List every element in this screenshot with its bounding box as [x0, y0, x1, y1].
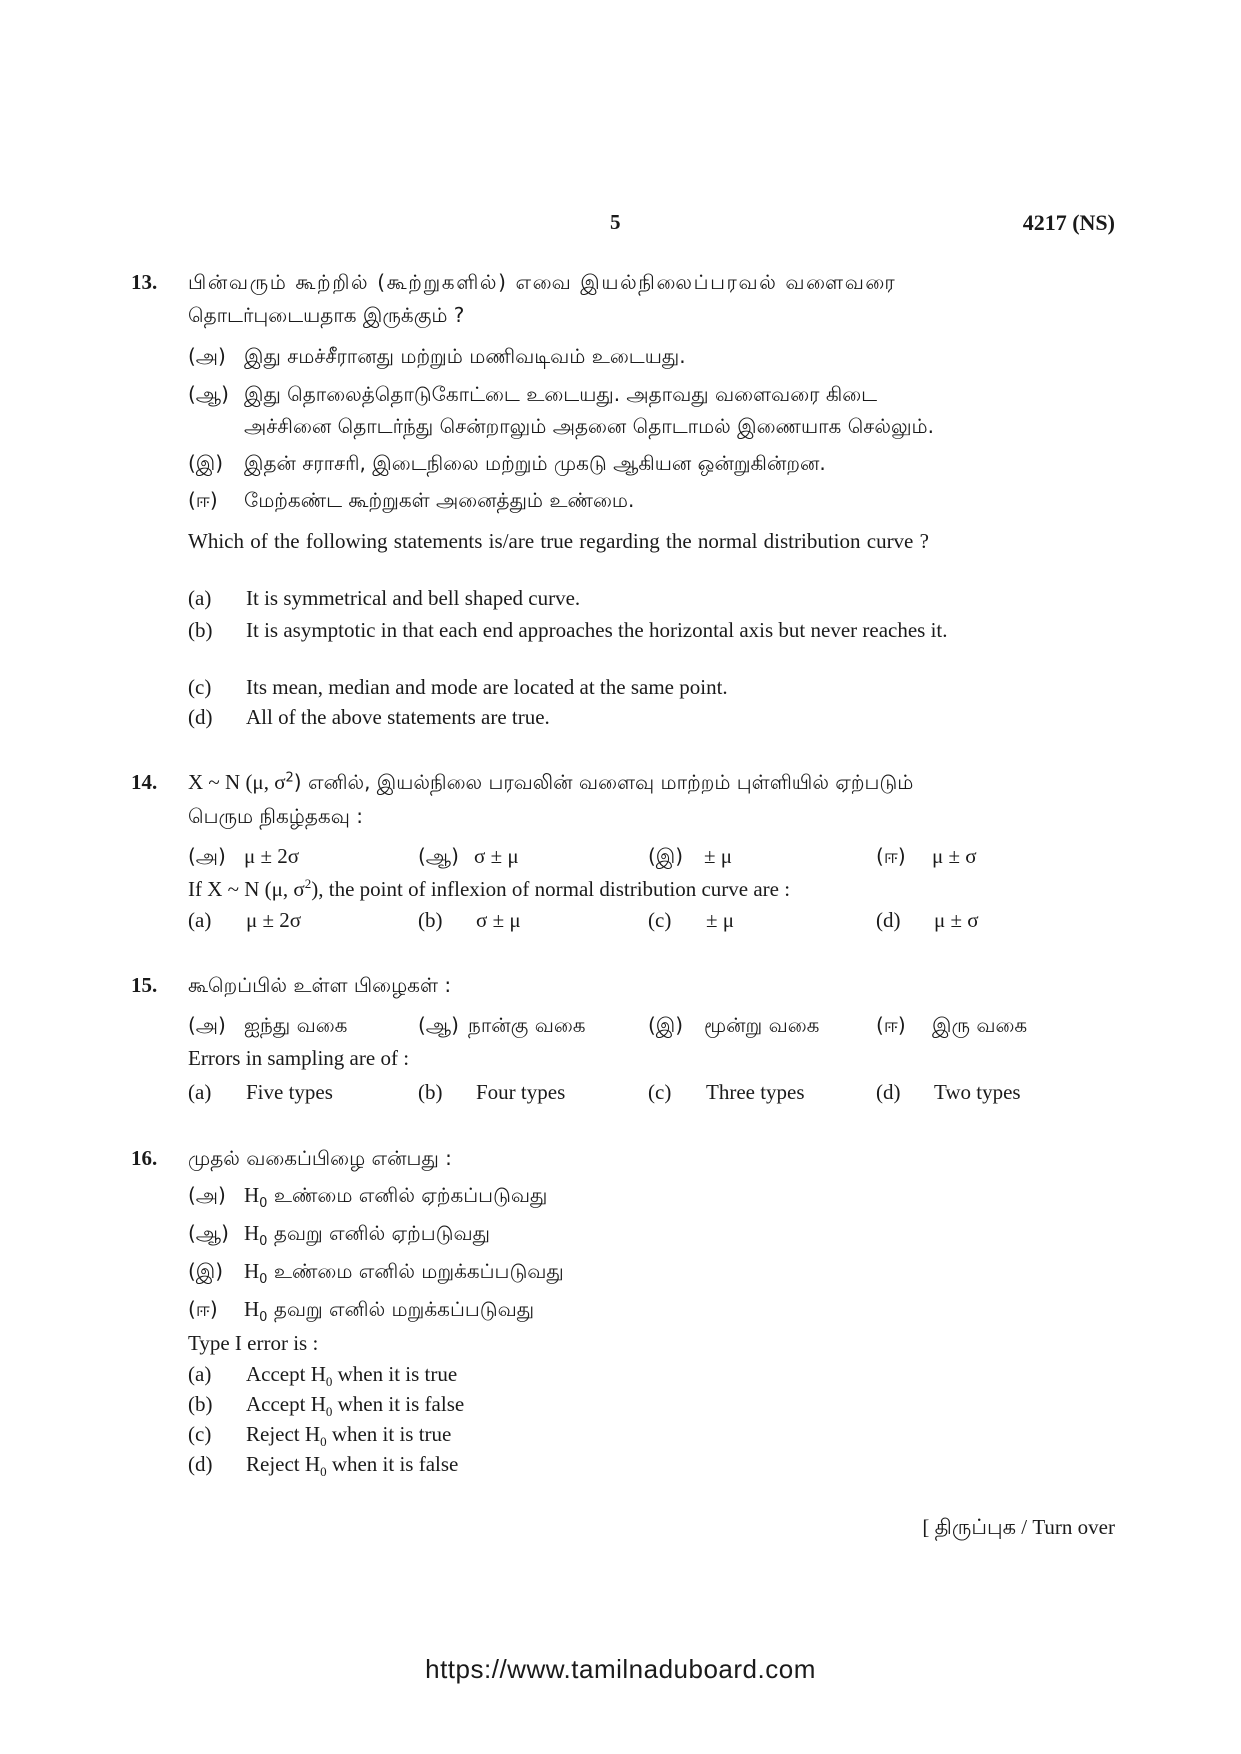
subscript: 0 [259, 1272, 268, 1287]
tamil-option [876, 844, 977, 871]
option-tag: (a) [188, 908, 212, 932]
option-tag: (ஆ) [418, 844, 459, 868]
option-text: இரு வகை [932, 1013, 1028, 1037]
tamil-option [188, 1013, 347, 1040]
paper-code: 4217 (NS) [1022, 210, 1115, 235]
option-text: தவறு எனில் ஏற்படுவது [273, 1221, 490, 1245]
option-text: when it is true [331, 1422, 452, 1446]
option-tag: (c) [188, 1422, 212, 1446]
option-text: when it is false [331, 1452, 459, 1476]
option-tag: (அ) [188, 1013, 226, 1037]
option-tag: (அ) [188, 344, 226, 368]
option-text: μ ± 2σ [244, 844, 300, 868]
option-tag: (அ) [188, 1183, 226, 1207]
option-tag: (ஆ) [188, 382, 229, 406]
tamil-option [188, 344, 686, 371]
subscript: 0 [259, 1196, 268, 1211]
tamil-option [188, 844, 299, 871]
question-number: 14. [131, 770, 158, 794]
tamil-option [188, 451, 826, 478]
option-tag: (b) [418, 908, 443, 932]
option-text: இது சமச்சீரானது மற்றும் மணிவடிவம் உடையது. [244, 344, 686, 368]
option-text: μ ± σ [934, 908, 979, 932]
english-stem: Errors in sampling are of : [188, 1046, 410, 1070]
english-option [876, 908, 979, 933]
tamil-stem: கூறெப்பில் உள்ள பிழைகள் : [188, 973, 452, 997]
tamil-stem [188, 770, 913, 797]
subscript: 0 [259, 1234, 268, 1249]
question-number: 13. [131, 270, 158, 294]
english-option [188, 616, 1058, 644]
option-tag: (ஆ) [418, 1013, 459, 1037]
tamil-option [188, 1259, 564, 1287]
turn-over-note: [ திருப்புக / Turn over [922, 1515, 1115, 1539]
tamil-stem: முதல் வகைப்பிழை என்பது : [188, 1146, 452, 1170]
tamil-option [188, 382, 877, 409]
h-symbol: H [310, 1362, 326, 1386]
option-text: Reject [246, 1452, 300, 1476]
tamil-stem: பெரும நிகழ்தகவு : [188, 804, 363, 828]
option-text: இது தொலைத்தொடுகோட்டை உடையது. அதாவது வளைவரை கிடை [244, 382, 878, 406]
stem-text: If X ~ N (μ, σ [188, 877, 305, 901]
english-option [188, 705, 550, 730]
english-option [188, 1392, 464, 1420]
option-tag: (d) [876, 908, 901, 932]
h-symbol: H [244, 1297, 260, 1321]
option-tag: (இ) [188, 1259, 224, 1283]
option-tag: (ஆ) [188, 1221, 229, 1245]
question-number: 15. [131, 973, 158, 997]
option-text: It is symmetrical and bell shaped curve. [246, 586, 581, 610]
website-url: https://www.tamilnaduboard.com [425, 1654, 816, 1684]
option-text: μ ± σ [932, 844, 977, 868]
tamil-option [188, 1221, 490, 1249]
option-text: Accept [246, 1362, 306, 1386]
option-tag: (இ) [188, 451, 224, 475]
english-option [418, 1080, 565, 1105]
tamil-option [188, 1183, 547, 1211]
english-option [188, 1452, 458, 1480]
option-tag: (a) [188, 1362, 212, 1386]
subscript: 0 [320, 1434, 327, 1450]
option-text: நான்கு வகை [468, 1013, 586, 1037]
option-tag: (b) [188, 618, 213, 642]
h-symbol: H [244, 1183, 260, 1207]
superscript: 2 [304, 876, 312, 891]
english-option [188, 1362, 457, 1390]
option-text: when it is false [337, 1392, 465, 1416]
option-tag: (c) [188, 675, 212, 699]
tamil-option [648, 1013, 819, 1040]
subscript: 0 [325, 1374, 333, 1390]
option-tag: (c) [648, 908, 672, 932]
subscript: 0 [320, 1464, 327, 1480]
english-option [418, 908, 521, 933]
option-text: All of the above statements are true. [246, 705, 550, 729]
option-text: Reject [246, 1422, 300, 1446]
english-option [188, 1422, 451, 1450]
option-tag: (b) [418, 1080, 443, 1104]
option-tag: (அ) [188, 844, 226, 868]
option-text: உண்மை எனில் ஏற்கப்படுவது [273, 1183, 548, 1207]
option-text: உண்மை எனில் மறுக்கப்படுவது [273, 1259, 564, 1283]
option-text: Five types [246, 1080, 333, 1104]
option-tag: (d) [188, 705, 213, 729]
h-symbol: H [244, 1221, 260, 1245]
english-option [188, 586, 580, 611]
option-tag: (a) [188, 1080, 212, 1104]
stem-text: ) எனில், இயல்நிலை பரவலின் வளைவு மாற்றம் புள்ளியில் ஏற்படும் [293, 770, 914, 794]
option-tag: (ஈ) [876, 844, 906, 868]
option-text: σ ± μ [476, 908, 521, 932]
tamil-option [876, 1013, 1027, 1040]
option-tag: (இ) [648, 1013, 684, 1037]
option-text: தவறு எனில் மறுக்கப்படுவது [273, 1297, 535, 1321]
question-number: 16. [131, 1146, 158, 1170]
tamil-option [188, 488, 634, 515]
option-text: இதன் சராசரி, இடைநிலை மற்றும் முகடு ஆகியன ஒன்றுகின்றன. [244, 451, 826, 475]
option-text: σ ± μ [474, 844, 519, 868]
tamil-option [188, 1297, 534, 1325]
tamil-stem: பின்வரும் கூற்றில் (கூற்றுகளில்) எவை இயல்நிலைப்பரவல் வளைவரை [188, 270, 897, 294]
option-text: Four types [476, 1080, 566, 1104]
tamil-option [648, 844, 732, 871]
english-option [188, 675, 728, 700]
option-text: when it is true [337, 1362, 458, 1386]
subscript: 0 [259, 1310, 268, 1325]
english-option [648, 908, 734, 933]
tamil-option [418, 1013, 586, 1040]
subscript: 0 [325, 1404, 333, 1420]
h-symbol: H [244, 1259, 260, 1283]
option-text: மூன்று வகை [704, 1013, 820, 1037]
english-option [876, 1080, 1021, 1105]
option-text-continued: அச்சினை தொடர்ந்து சென்றாலும் அதனை தொடாமல் இணையாக செல்லும். [244, 414, 935, 438]
english-stem [188, 876, 790, 902]
option-text: ஐந்து வகை [244, 1013, 348, 1037]
option-tag: (இ) [648, 844, 684, 868]
option-text: It is asymptotic in that each end approaches the horizontal axis but never reaches it. [246, 618, 948, 642]
option-text: மேற்கண்ட கூற்றுகள் அனைத்தும் உண்மை. [244, 488, 635, 512]
option-text: Three types [706, 1080, 805, 1104]
option-tag: (c) [648, 1080, 672, 1104]
option-text: Two types [934, 1080, 1021, 1104]
option-tag: (b) [188, 1392, 213, 1416]
option-text: ± μ [704, 844, 733, 868]
option-tag: (d) [876, 1080, 901, 1104]
option-text: ± μ [706, 908, 735, 932]
stem-math: X ~ N (μ, σ [188, 770, 286, 794]
english-option [188, 1080, 333, 1105]
tamil-option [418, 844, 519, 871]
english-stem: Which of the following statements is/are true regarding the normal distribution curve ? [188, 529, 929, 553]
option-tag: (a) [188, 586, 212, 610]
h-symbol: H [304, 1452, 321, 1476]
h-symbol: H [310, 1392, 326, 1416]
page-number: 5 [610, 210, 621, 234]
option-tag: (ஈ) [188, 488, 218, 512]
english-option [648, 1080, 805, 1105]
option-tag: (ஈ) [188, 1297, 218, 1321]
stem-text: ), the point of inflexion of normal distribution curve are : [311, 877, 791, 901]
h-symbol: H [304, 1422, 321, 1446]
tamil-stem: தொடர்புடையதாக இருக்கும் ? [188, 303, 465, 327]
english-option [188, 908, 301, 933]
english-stem: Type I error is : [188, 1331, 319, 1355]
option-text: Its mean, median and mode are located at the same point. [246, 675, 728, 699]
option-tag: (d) [188, 1452, 213, 1476]
superscript: 2 [285, 770, 294, 786]
option-text: μ ± 2σ [246, 908, 302, 932]
option-text: Accept [246, 1392, 306, 1416]
option-tag: (ஈ) [876, 1013, 906, 1037]
